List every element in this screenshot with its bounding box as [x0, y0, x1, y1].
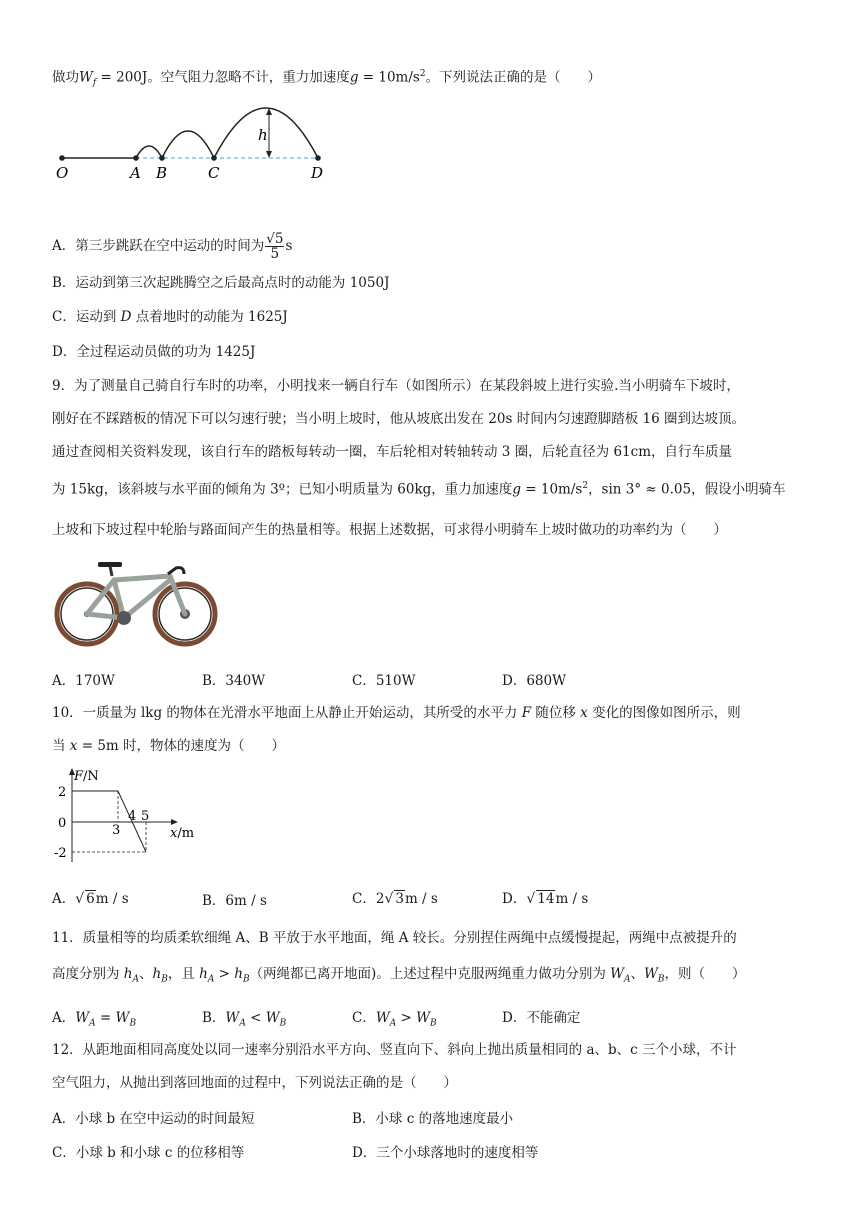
- q9-option-c[interactable]: C．510W: [352, 673, 416, 689]
- q11-option-a[interactable]: A．$W_A = W_B$: [52, 1010, 137, 1029]
- q9-stem-line2: 刚好在不踩踏板的情况下可以匀速行驶；当小明上坡时，他从坡底出发在 20s 时间内匀速蹬脚踏板 16 圈到达坡顶。: [52, 411, 745, 427]
- x-tick-4: 4: [128, 809, 137, 824]
- x-axis-label: x/m: [170, 826, 195, 841]
- q11-stem-line1: 11．质量相等的均质柔软细绳 A、B 平放于水平地面，绳 A 较长。分别捏住两绳中点缓慢提起，两绳中点被提升的: [52, 930, 737, 946]
- q10-option-b[interactable]: B．6m / s: [202, 893, 267, 909]
- q11-stem-line2: 高度分别为 $h_A$、$h_B$，且 $h_A > h_B$（两绳都已离开地面)。上述过程中克服两绳重力做功分别为 $W_A$、$W_B$，则（ ）: [52, 966, 746, 985]
- point-a: A: [130, 164, 141, 182]
- q9-stem-line1: 9．为了测量自己骑自行车时的功率，小明找来一辆自行车（如图所示）在某段斜坡上进行实验.当小明骑车下坡时，: [52, 378, 740, 394]
- y-tick-neg2: -2: [54, 846, 67, 861]
- q8-option-c[interactable]: C．运动到 D 点着地时的动能为 1625J: [52, 309, 288, 325]
- point-o: O: [56, 164, 69, 182]
- q11-option-b[interactable]: B．$W_A < W_B$: [202, 1010, 287, 1029]
- q11-option-d[interactable]: D．不能确定: [502, 1010, 581, 1026]
- q12-option-d[interactable]: D．三个小球落地时的速度相等: [352, 1145, 539, 1161]
- point-d: D: [311, 164, 324, 182]
- q10-option-d[interactable]: D．√ 14m / s: [502, 891, 589, 907]
- q8-option-a[interactable]: A．第三步跳跃在空中运动的时间为 $\frac{√5}{5}$ s: [52, 231, 293, 262]
- point-c: C: [208, 164, 220, 182]
- y-tick-0: 0: [58, 816, 67, 831]
- q12-option-a[interactable]: A．小球 b 在空中运动的时间最短: [52, 1111, 255, 1127]
- y-tick-2: 2: [58, 785, 67, 800]
- q9-option-a[interactable]: A．170W: [52, 673, 115, 689]
- q11-option-c[interactable]: C．$W_A > W_B$: [352, 1010, 437, 1029]
- f-axis-label: F/N: [74, 769, 99, 784]
- q12-option-c[interactable]: C．小球 b 和小球 c 的位移相等: [52, 1145, 245, 1161]
- question8-stem-tail: 做功$W_f = 200J$。空气阻力忽略不计，重力加速度$g = 10m/s^2$。下列说法正确的是（ ）: [52, 69, 602, 89]
- q12-stem-line1: 12．从距地面相同高度处以同一速率分别沿水平方向、竖直向下、斜向上抛出质量相同的 a、b、c 三个小球，不计: [52, 1042, 737, 1058]
- q10-option-a[interactable]: A．√ 6m / s: [52, 891, 129, 907]
- q8-option-d[interactable]: D．全过程运动员做的功为 1425J: [52, 344, 256, 360]
- q9-option-b[interactable]: B．340W: [202, 673, 266, 689]
- q9-stem-line3: 通过查阅相关资料发现，该自行车的踏板每转动一圈，车后轮相对转轴转动 3 圈，后轮直径为 61cm，自行车质量: [52, 444, 733, 460]
- x-tick-5: 5: [141, 809, 150, 824]
- q10-option-c[interactable]: C．2√ 3m / s: [352, 891, 438, 907]
- q8-option-b[interactable]: B．运动到第三次起跳腾空之后最高点时的动能为 1050J: [52, 275, 390, 291]
- q10-stem-line2: 当 x = 5m 时，物体的速度为（ ）: [52, 738, 286, 754]
- bicycle-image: [52, 556, 220, 652]
- q9-option-d[interactable]: D．680W: [502, 673, 566, 689]
- q9-stem-line4: 为 15kg，该斜坡与水平面的倾角为 3º；已知小明质量为 60kg，重力加速度$g = 10m/s^2$，sin 3° ≈ 0.05，假设小明骑车: [52, 481, 786, 498]
- q12-stem-line2: 空气阻力，从抛出到落回地面的过程中，下列说法正确的是（ ）: [52, 1075, 457, 1091]
- force-displacement-graph: [52, 764, 212, 864]
- q9-stem-line5: 上坡和下坡过程中轮胎与路面间产生的热量相等。根据上述数据，可求得小明骑车上坡时做功的功率约为（ ）: [52, 522, 727, 538]
- q10-stem-line1: 10．一质量为 lkg 的物体在光滑水平地面上从静止开始运动，其所受的水平力 F 随位移 x 变化的图像如图所示，则: [52, 705, 741, 721]
- x-tick-3: 3: [112, 823, 121, 838]
- h-label: h: [258, 126, 268, 144]
- q12-option-b[interactable]: B．小球 c 的落地速度最小: [352, 1111, 514, 1127]
- jump-trajectory-figure: [48, 96, 338, 186]
- point-b: B: [156, 164, 168, 182]
